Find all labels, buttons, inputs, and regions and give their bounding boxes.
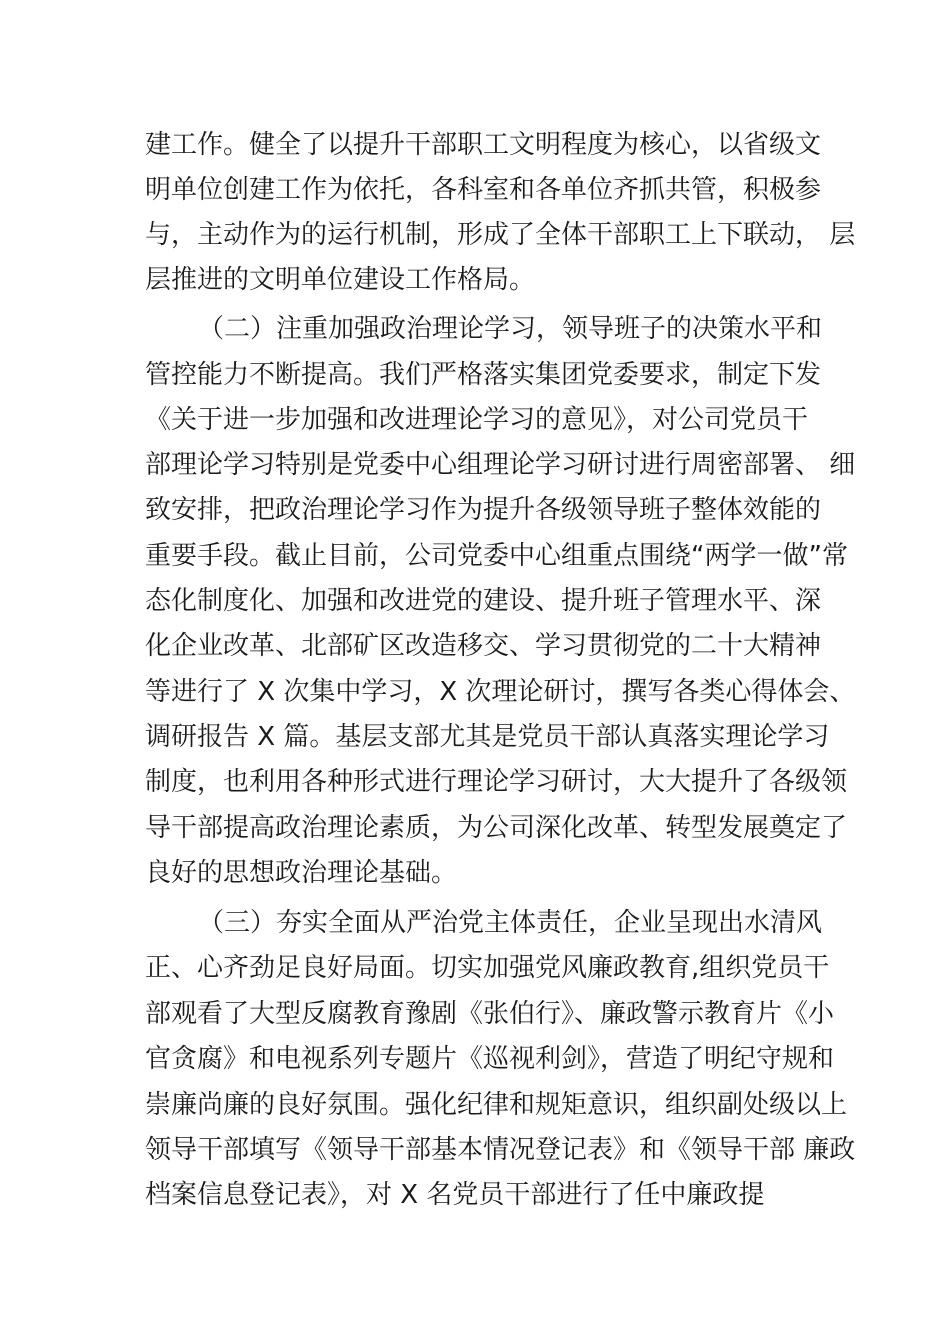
text-line: 制度，也利用各种形式进行理论学习研讨，大大提升了各级领 [145, 767, 848, 797]
text-line: 态化制度化、加强和改进党的建设、提升班子管理水平、深 [145, 586, 822, 616]
text-line: 部理论学习特别是党委中心组理论学习研讨进行周密部署、 细 [145, 450, 856, 480]
text-line: 良好的思想政治理论基础。 [145, 858, 458, 888]
text-line: 明单位创建工作为依托，各科室和各单位齐抓共管，积极参 [145, 175, 822, 205]
text-line: 与，主动作为的运行机制，形成了全体干部职工上下联动， 层 [145, 220, 856, 250]
text-line: 正、心齐劲足良好局面。切实加强党风廉政教育,组织党员干 [145, 953, 830, 983]
text-line: 层推进的文明单位建设工作格局。 [145, 265, 536, 295]
text-line: 调研报告 X 篇。基层支部尤其是党员干部认真落实理论学习 [145, 722, 830, 752]
text-line: 管控能力不断提高。我们严格落实集团党委要求，制定下发 [145, 360, 822, 390]
text-line: 崇廉尚廉的良好氛围。强化纪律和规矩意识，组织副处级以上 [145, 1090, 848, 1120]
text-line: 官贪腐》和电视系列专题片《巡视利剑》，营造了明纪守规和 [145, 1044, 835, 1074]
paragraph-heading-2: （二）注重加强政治理论学习，领导班子的决策水平和 [198, 314, 823, 344]
text-line: 部观看了大型反腐教育豫剧《张伯行》、廉政警示教育片《小 [145, 999, 835, 1029]
text-line: 化企业改革、北部矿区改造移交、学习贯彻党的二十大精神 [145, 631, 822, 661]
text-line: 领导干部填写《领导干部基本情况登记表》和《领导干部 廉政 [145, 1135, 856, 1165]
text-line: 《关于进一步加强和改进理论学习的意见》，对公司党员干 [145, 405, 809, 435]
text-line: 致安排，把政治理论学习作为提升各级领导班子整体效能的 [145, 495, 822, 525]
text-line: 档案信息登记表》，对 X 名党员干部进行了任中廉政提 [145, 1180, 765, 1210]
paragraph-heading-3: （三）夯实全面从严治党主体责任，企业呈现出水清风 [198, 908, 823, 938]
text-line: 重要手段。截止目前，公司党委中心组重点围绕“两学一做”常 [145, 541, 848, 571]
text-line: 建工作。健全了以提升干部职工文明程度为核心，以省级文 [145, 130, 822, 160]
text-line: 等进行了 X 次集中学习，X 次理论研讨，撰写各类心得体会、 [145, 677, 856, 707]
text-line: 导干部提高政治理论素质，为公司深化改革、转型发展奠定了 [145, 813, 848, 843]
